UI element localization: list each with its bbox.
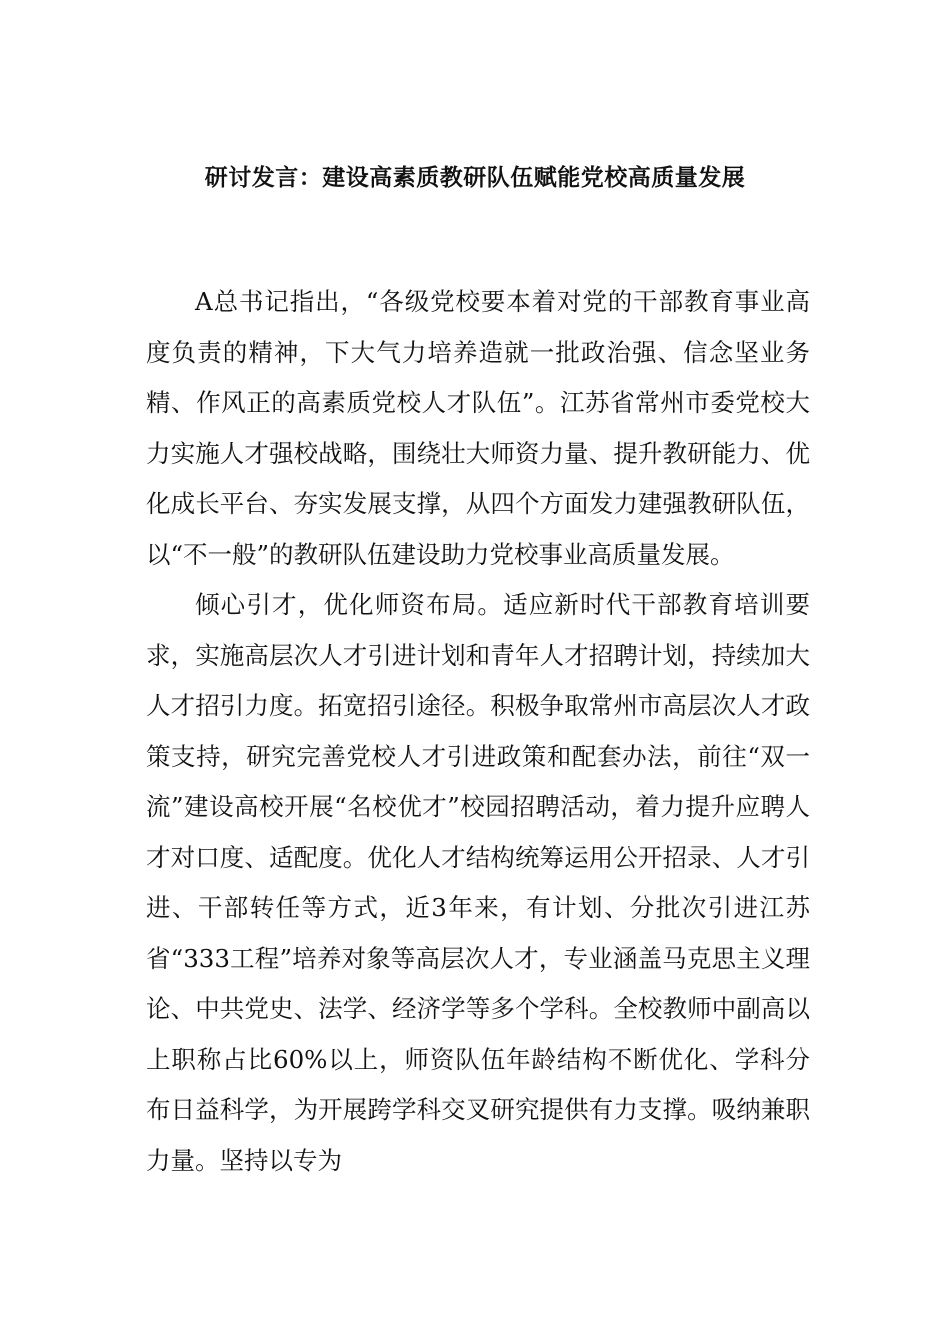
paragraph-talent-recruitment: 倾心引才，优化师资布局。适应新时代干部教育培训要求，实施高层次人才引进计划和青年人才招聘计划，持续加大人才招引力度。拓宽招引途径。积极争取常州市高层次人才政策支持，研究完善党校人才引进政策和配套办法，前往“双一流”建设高校开展“名校优才”校园招聘活动，着力提升应聘人才对口度、适配度。优化人才结构统筹运用公开招录、人才引进、干部转任等方式，近3年来，有计划、分批次引进江苏省“333工程”培养对象等高层次人才，专业涵盖马克思主义理论、中共党史、法学、经济学等多个学科。全校教师中副高以上职称占比60%以上，师资队伍年龄结构不断优化、学科分布日益科学，为开展跨学科交叉研究提供有力支撑。吸纳兼职力量。坚持以专为 [146,590,810,1175]
paragraph-intro: A总书记指出，“各级党校要本着对党的干部教育事业高度负责的精神，下大气力培养造就一批政治强、信念坚业务精、作风正的高素质党校人才队伍”。江苏省常州市委党校大力实施人才强校战略，围绕壮大师资力量、提升教研能力、优化成长平台、夯实发展支撑，从四个方面发力建强教研队伍，以“不一般”的教研队伍建设助力党校事业高质量发展。 [146,287,810,569]
document-title: 研讨发言：建设高素质教研队伍赋能党校高质量发展 [204,164,746,191]
document-body [146,277,810,1186]
